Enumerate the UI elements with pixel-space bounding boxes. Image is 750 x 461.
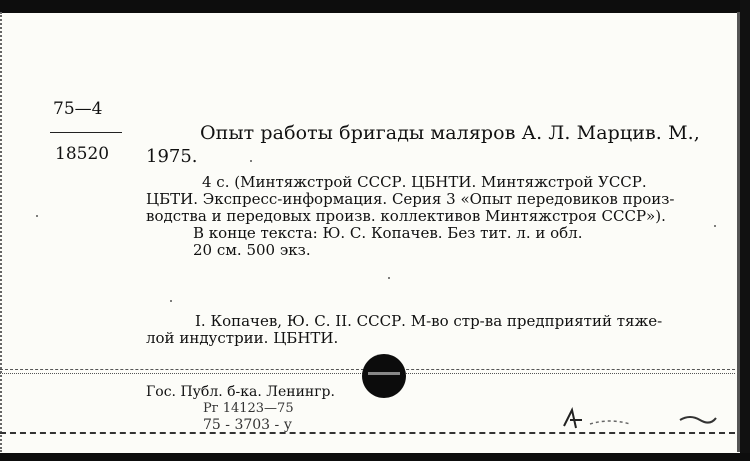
description-line: 20 см. 500 экз. [193, 241, 311, 259]
punch-hole-icon [362, 354, 406, 398]
library-stamp: Гос. Публ. б-ка. Ленингр. [146, 384, 335, 400]
scan-border-left [0, 12, 5, 452]
tracing-line: лой индустрии. ЦБНТИ. [146, 329, 339, 347]
title-line: Опыт работы бригады маляров А. Л. Марцив. М., [200, 122, 700, 144]
description-line: водства и передовых произв. коллективов Минтяжстроя СССР»). [146, 207, 666, 225]
stamp-code: 75 - 3703 - у [203, 417, 292, 433]
scan-border-right-shadow [737, 12, 740, 452]
description-line: ЦБТИ. Экспресс-информация. Серия 3 «Опыт передовиков произ- [146, 190, 675, 208]
handwritten-mark-icon [560, 404, 720, 434]
stamp-number: Рг 14123—75 [203, 401, 294, 416]
scan-border-bottom [0, 453, 750, 461]
scan-border-right [740, 0, 750, 461]
scan-speck [250, 160, 252, 162]
tracing-line: I. Копачев, Ю. С. II. СССР. М-во стр-ва предприятий тяже- [195, 312, 663, 330]
description-line: 4 с. (Минтяжстрой СССР. ЦБНТИ. Минтяжстрой УССР. [202, 173, 647, 191]
description-line: В конце текста: Ю. С. Копачев. Без тит. л. и обл. [193, 224, 583, 242]
scan-speck [388, 277, 390, 279]
shelfmark-top: 75—4 [53, 99, 103, 119]
punch-hole-glint [368, 372, 400, 375]
shelfmark-bottom: 18520 [55, 144, 110, 164]
shelfmark-divider [50, 132, 122, 133]
scan-speck [714, 225, 716, 227]
scan-border-top [0, 0, 750, 13]
publication-year: 1975. [146, 146, 198, 167]
scan-speck [170, 300, 172, 302]
scan-speck [36, 215, 38, 217]
